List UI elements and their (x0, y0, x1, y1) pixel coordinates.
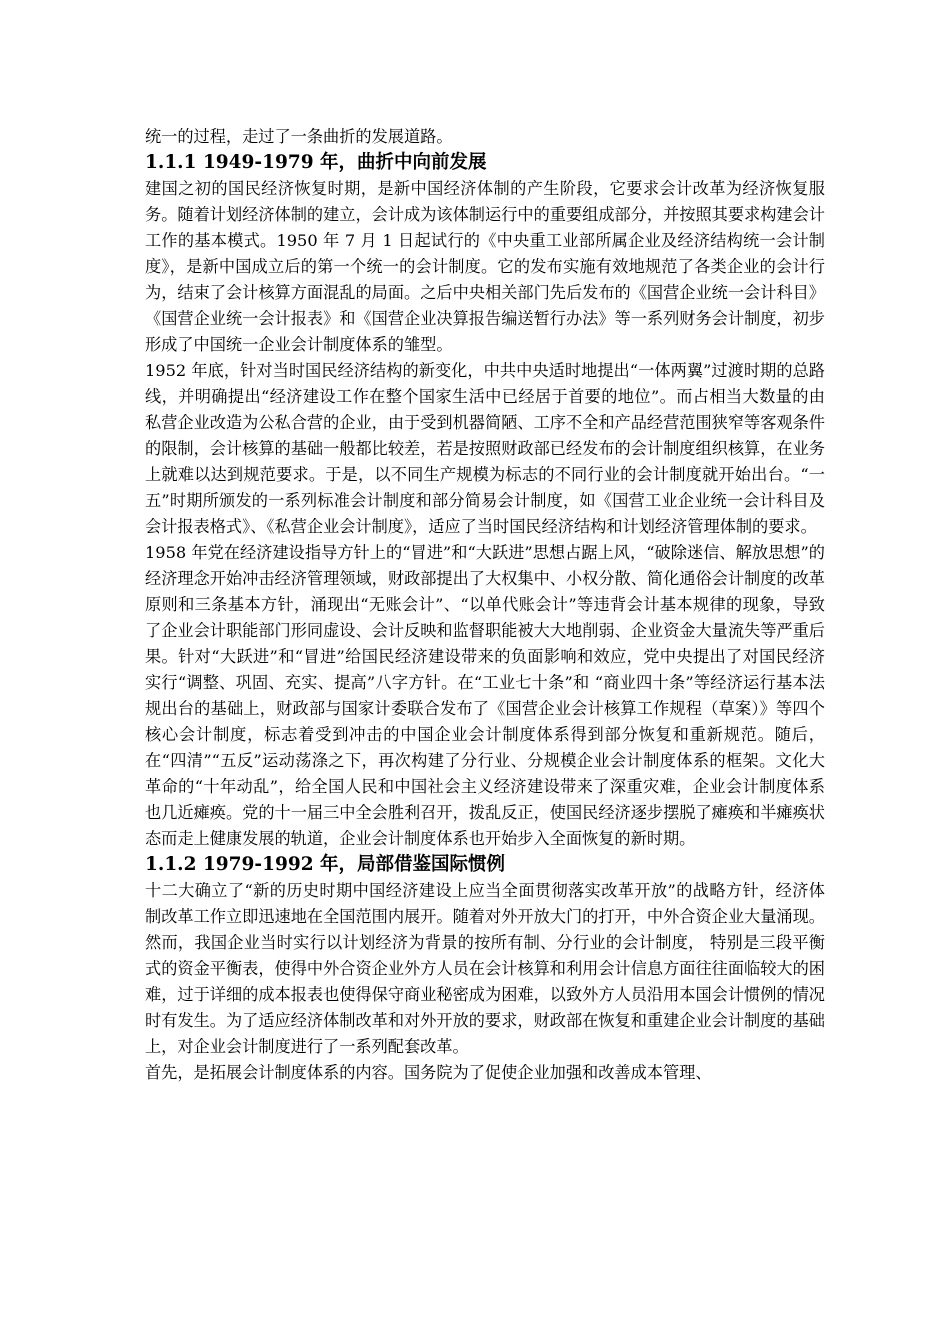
paragraph-first-measure: 首先，是拓展会计制度体系的内容。国务院为了促使企业加强和改善成本管理、 (145, 1063, 712, 1082)
section-heading-1-1-1: 1.1.1 1949-1979 年，曲折中向前发展 (145, 152, 487, 173)
paragraph-1952: 1952 年底，针对当时国民经济结构的新变化，中共中央适时地提出“一体两翼”过渡时期的总路线，并明确提出“经济建设工作在整个国家生活中已经居于首要的地位”。而占相当大数量的由私营企业改造为公私合营的企业，由于受到机器简陋、工序不全和产品经营范围狭窄等客观条件的限制，会计核算的基础一般都比较差，若是按照财政部已经发布的会计制度组织核算，在业务上就难以达到规范要求。于是，以不同生产规模为标志的不同行业的会计制度就开始出台。“一五”时期所颁发的一系列标准会计制度和部分简易会计制度，如《国营工业企业统一会计科目及会计报表格式》、《私营企业会计制度》，适应了当时国民经济结构和计划经济管理体制的要求。 (145, 361, 825, 536)
paragraph-1958: 1958 年党在经济建设指导方针上的“冒进”和“大跃进”思想占踞上风，“破除迷信、解放思想”的经济理念开始冲击经济管理领域，财政部提出了大权集中、小权分散、简化通俗会计制度的改革原则和三条基本方针，涌现出“无账会计”、“以单代账会计”等违背会计基本规律的现象，导致了企业会计职能部门形同虚设、会计反映和监督职能被大大地削弱、企业资金大量流失等严重后果。针对“大跃进”和“冒进”给国民经济建设带来的负面影响和效应，党中央提出了对国民经济实行“调整、巩固、充实、提高”八字方针。在“工业七十条”和 “商业四十条”等经济运行基本法规出台的基础上，财政部与国家计委联合发布了《国营企业会计核算工作规程（草案）》等四个核心会计制度，标志着受到冲击的中国企业会计制度体系得到部分恢复和重新规范。随后，在“四清”“五反”运动荡涤之下，再次构建了分行业、分规模企业会计制度体系的框架。文化大革命的“十年动乱”，给全国人民和中国社会主义经济建设带来了深重灾难，企业会计制度体系也几近瘫痪。党的十一届三中全会胜利召开，拨乱反正，使国民经济逐步摆脱了瘫痪和半瘫痪状态而走上健康发展的轨道，企业会计制度体系也开始步入全面恢复的新时期。 (145, 543, 825, 848)
paragraph-intro-continuation: 统一的过程，走过了一条曲折的发展道路。 (145, 127, 453, 146)
paragraph-founding-era: 建国之初的国民经济恢复时期，是新中国经济体制的产生阶段，它要求会计改革为经济恢复服务。随着计划经济体制的建立，会计成为该体制运行中的重要组成部分，并按照其要求构建会计工作的基本模式。1950 年 7 月 1 日起试行的《中央重工业部所属企业及经济结构统一会计制度》，是新中国成立后的第一个统一的会计制度。它的发布实施有效地规范了各类企业的会计行为，结束了会计核算方面混乱的局面。之后中央相关部门先后发布的《国营企业统一会计科目》《国营企业统一会计报表》和《国营企业决算报告编送暂行办法》等一系列财务会计制度，初步形成了中国统一企业会计制度体系的雏型。 (145, 179, 825, 354)
document-page (145, 124, 825, 1086)
section-heading-1-1-2: 1.1.2 1979-1992 年，局部借鉴国际惯例 (145, 854, 506, 875)
paragraph-reform-opening: 十二大确立了“新的历史时期中国经济建设上应当全面贯彻落实改革开放”的战略方针，经济体制改革工作立即迅速地在全国范围内展开。随着对外开放大门的打开，中外合资企业大量涌现。然而，我国企业当时实行以计划经济为背景的按所有制、分行业的会计制度， 特别是三段平衡式的资金平衡表，使得中外合资企业外方人员在会计核算和利用会计信息方面往往面临较大的困难，过于详细的成本报表也使得保守商业秘密成为困难，以致外方人员沿用本国会计惯例的情况时有发生。为了适应经济体制改革和对外开放的要求，财政部在恢复和重建企业会计制度的基础上，对企业会计制度进行了一系列配套改革。 (145, 881, 825, 1056)
